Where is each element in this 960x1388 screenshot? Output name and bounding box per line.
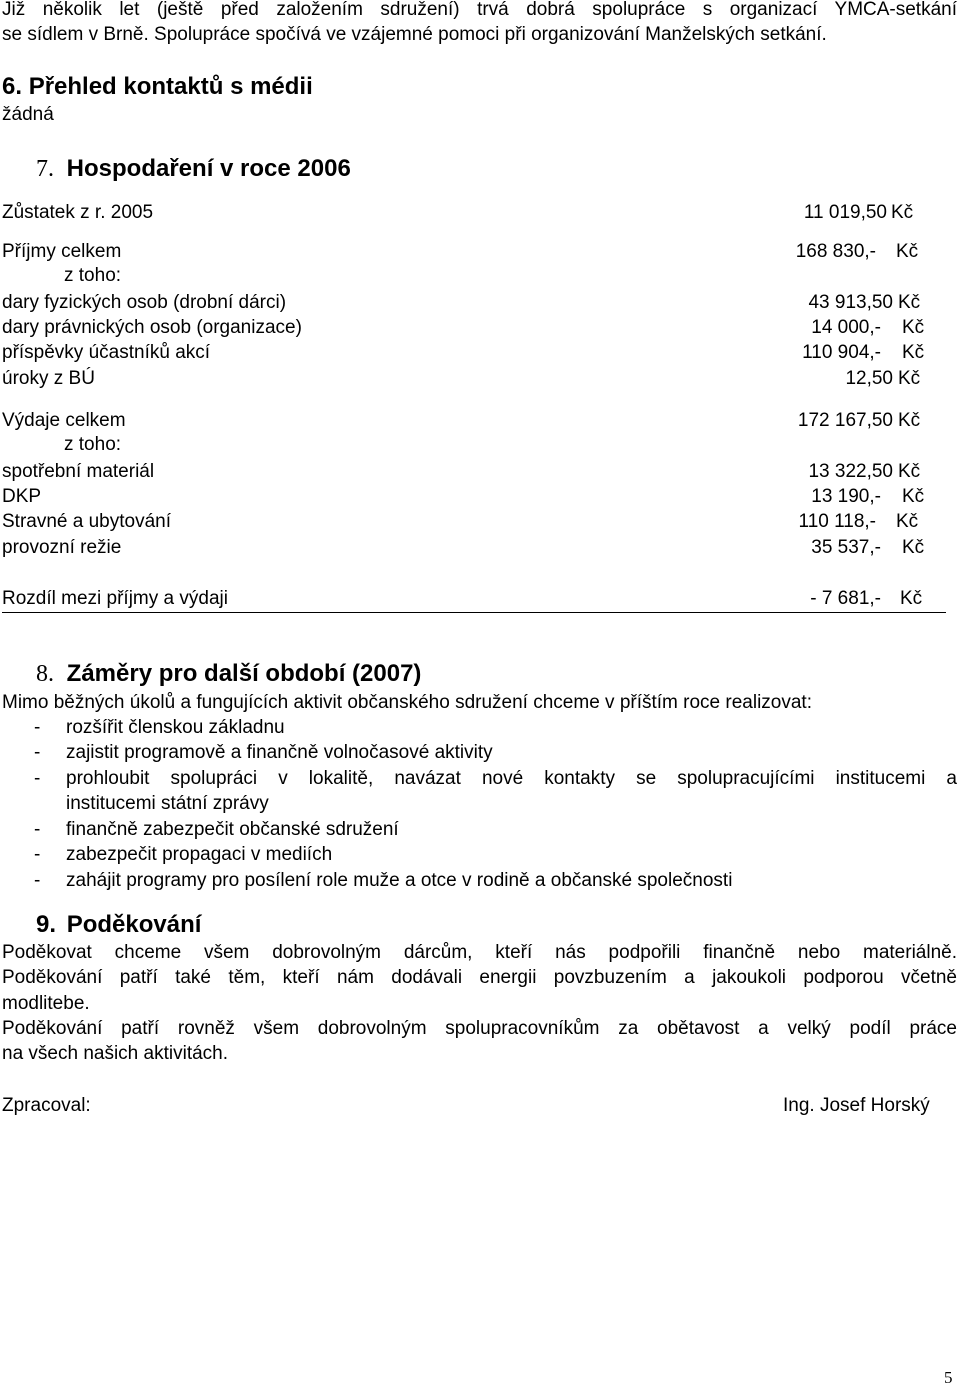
section-8-intro: Mimo běžných úkolů a fungujících aktivit občanského sdružení chceme v příštím roce realizovat: <box>2 692 812 713</box>
income-item-label: úroky z BÚ <box>2 368 95 389</box>
section-9-line-5: na všech našich aktivitách. <box>2 1043 229 1064</box>
expense-item-amount: 110 118,- <box>798 511 876 532</box>
expenses-total-amount: 172 167,50 <box>797 410 893 431</box>
list-item-text: zahájit programy pro posílení role muže a otce v rodině a občanské společnosti <box>66 870 733 891</box>
expense-item-currency: Kč <box>902 537 925 558</box>
expense-item-currency: Kč <box>902 486 925 507</box>
income-item-row <box>2 342 960 364</box>
income-of-which: z toho: <box>64 265 122 286</box>
difference-label: Rozdíl mezi příjmy a výdaji <box>2 588 228 609</box>
income-item-amount: 43 913,50 <box>808 292 893 313</box>
expenses-total-currency: Kč <box>898 410 921 431</box>
income-item-currency: Kč <box>898 292 921 313</box>
intro-line-2: se sídlem v Brně. Spolupráce spočívá ve vzájemné pomoci při organizování Manželských setkání. <box>2 24 827 45</box>
income-total-amount: 168 830,- <box>795 241 876 262</box>
section-9-line-3: modlitebe. <box>2 993 90 1014</box>
list-dash: - <box>34 844 41 865</box>
list-dash: - <box>34 717 41 738</box>
balance-amount: 11 019,50 <box>803 202 887 223</box>
section-9-line-2: Poděkování patří také těm, kteří nám dodávali energii povzbuzením a jakoukoli podporou včetně <box>2 967 957 988</box>
difference-currency: Kč <box>900 588 923 609</box>
section-8-number: 8. <box>36 661 54 687</box>
section-8-heading <box>36 662 421 686</box>
section-6-heading <box>2 75 313 99</box>
expense-item-label: provozní režie <box>2 537 122 558</box>
expense-item-currency: Kč <box>898 461 921 482</box>
expense-item-label: Stravné a ubytování <box>2 511 171 532</box>
list-item-continuation: institucemi státní zprávy <box>66 793 269 814</box>
list-dash: - <box>34 870 41 891</box>
expense-item-currency: Kč <box>896 511 919 532</box>
income-total-currency: Kč <box>896 241 919 262</box>
section-9-line-4: Poděkování patří rovněž všem dobrovolným spolupracovníkům za obětavost a velký podíl práce <box>2 1018 957 1039</box>
income-item-amount: 14 000,- <box>811 317 881 338</box>
expenses-total-label: Výdaje celkem <box>2 410 126 431</box>
list-item-text: zabezpečit propagaci v mediích <box>66 844 333 865</box>
section-7-title: Hospodaření v roce 2006 <box>66 155 351 182</box>
income-item-amount: 110 904,- <box>802 342 881 363</box>
section-6-number: 6. <box>2 73 23 100</box>
list-item-text: prohloubit spolupráci v lokalitě, navázat nové kontakty se spolupracujícími institucemi a <box>66 768 957 789</box>
prepared-by-label: Zpracoval: <box>2 1095 91 1116</box>
income-item-label: dary právnických osob (organizace) <box>2 317 302 338</box>
section-7-number: 7. <box>36 156 54 182</box>
income-total-label: Příjmy celkem <box>2 241 122 262</box>
page-number: 5 <box>944 1368 953 1387</box>
expenses-of-which: z toho: <box>64 434 122 455</box>
section-6-title: Přehled kontaktů s médii <box>28 73 313 100</box>
balance-row <box>2 202 960 224</box>
balance-label: Zůstatek z r. 2005 <box>2 202 154 223</box>
section-9-heading <box>36 913 201 937</box>
list-dash: - <box>34 742 41 763</box>
expense-item-label: DKP <box>2 486 42 507</box>
section-9-line-1: Poděkovat chceme všem dobrovolným dárcům, kteří nás podpořili finančně nebo materiálně. <box>2 942 957 963</box>
author-name: Ing. Josef Horský <box>783 1095 930 1116</box>
income-item-label: příspěvky účastníků akcí <box>2 342 211 363</box>
expense-item-row <box>2 537 960 559</box>
section-7-heading <box>36 157 351 181</box>
difference-row <box>2 588 946 613</box>
expense-item-row <box>2 461 960 483</box>
section-9-number: 9. <box>36 911 57 938</box>
expense-item-amount: 35 537,- <box>811 537 881 558</box>
expense-item-amount: 13 190,- <box>811 486 881 507</box>
list-dash: - <box>34 768 41 789</box>
expense-item-amount: 13 322,50 <box>808 461 893 482</box>
section-8-title: Záměry pro další období (2007) <box>66 660 422 687</box>
list-item-text: finančně zabezpečit občanské sdružení <box>66 819 399 840</box>
income-item-currency: Kč <box>898 368 921 389</box>
difference-amount: - 7 681,- <box>810 588 881 609</box>
list-item-text: rozšířit členskou základnu <box>66 717 285 738</box>
section-6-body: žádná <box>2 104 54 125</box>
expense-item-label: spotřební materiál <box>2 461 155 482</box>
list-item-text: zajistit programově a finančně volnočasové aktivity <box>66 742 493 763</box>
expense-item-row <box>2 486 960 508</box>
income-item-currency: Kč <box>902 342 925 363</box>
balance-currency: Kč <box>891 202 914 223</box>
section-9-title: Poděkování <box>66 911 202 938</box>
intro-line-1: Již několik let (ještě před založením sdružení) trvá dobrá spolupráce s organizací YMCA-setkání <box>2 0 957 20</box>
income-item-amount: 12,50 <box>845 368 893 389</box>
income-item-currency: Kč <box>902 317 925 338</box>
income-total-row <box>2 241 960 263</box>
expenses-total-row <box>2 410 960 432</box>
income-item-row <box>2 317 960 339</box>
list-dash: - <box>34 819 41 840</box>
income-item-label: dary fyzických osob (drobní dárci) <box>2 292 287 313</box>
income-item-row <box>2 292 960 314</box>
expense-item-row <box>2 511 960 533</box>
income-item-row <box>2 368 960 390</box>
